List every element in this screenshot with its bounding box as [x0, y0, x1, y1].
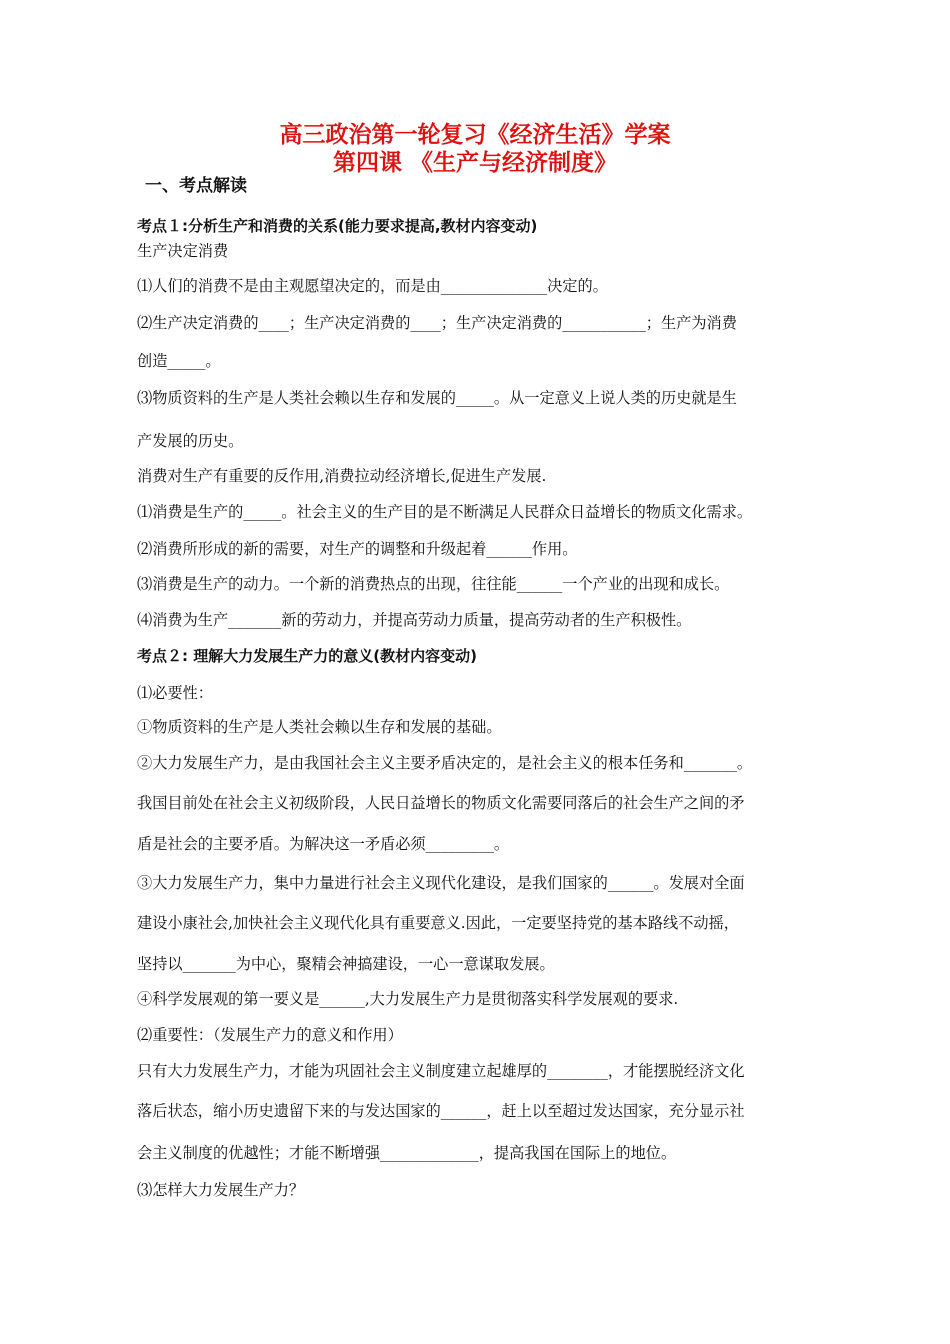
text-line: 会主义制度的优越性；才能不断增强_____________，提高我国在国际上的地位。: [137, 1144, 677, 1162]
text-line: 消费对生产有重要的反作用,消费拉动经济增长,促进生产发展.: [137, 467, 547, 485]
text-line: ③大力发展生产力，集中力量进行社会主义现代化建设，是我们国家的______。发展对全面: [137, 874, 745, 892]
topic-heading-1: 考点１:分析生产和消费的关系(能力要求提高,教材内容变动): [137, 217, 538, 235]
text-line: ⑴必要性：: [137, 684, 213, 702]
text-line: ④科学发展观的第一要义是______,大力发展生产力是贯彻落实科学发展观的要求.: [137, 990, 679, 1008]
text-line: 只有大力发展生产力，才能为巩固社会主义制度建立起雄厚的________，才能摆脱经济文化: [137, 1062, 745, 1080]
text-line: ⑶物质资料的生产是人类社会赖以生存和发展的_____。从一定意义上说人类的历史就是生: [137, 389, 737, 407]
text-line: 建设小康社会,加快社会主义现代化具有重要意义.因此，一定要坚持党的基本路线不动摇，: [137, 914, 739, 932]
text-line: ⑵重要性：（发展生产力的意义和作用）: [137, 1026, 403, 1044]
text-line: 落后状态，缩小历史遗留下来的与发达国家的______，赶上以至超过发达国家，充分显示社: [137, 1102, 745, 1120]
text-line: ⑵生产决定消费的____；生产决定消费的____；生产决定消费的___________；生产为消费: [137, 314, 737, 332]
text-line: 生产决定消费: [137, 242, 229, 260]
text-line: ⑴人们的消费不是由主观愿望决定的，而是由______________决定的。: [137, 277, 608, 295]
text-line: 坚持以_______为中心，聚精会神搞建设，一心一意谋取发展。: [137, 955, 555, 973]
text-line: 创造_____。: [137, 352, 221, 370]
text-line: ⑷消费为生产_______新的劳动力，并提高劳动力质量，提高劳动者的生产积极性。: [137, 611, 692, 629]
text-line: 产发展的历史。: [137, 432, 244, 450]
text-line: 我国目前处在社会主义初级阶段，人民日益增长的物质文化需要同落后的社会生产之间的矛: [137, 794, 745, 812]
page-title-line2: 第四课 《生产与经济制度》: [332, 149, 617, 176]
section-heading: 一、考点解读: [145, 176, 247, 196]
page-title-line1: 高三政治第一轮复习《经济生活》学案: [279, 121, 671, 148]
text-line: ②大力发展生产力，是由我国社会主义主要矛盾决定的，是社会主义的根本任务和_______。: [137, 754, 753, 772]
text-line: ⑶消费是生产的动力。一个新的消费热点的出现，往往能______一个产业的出现和成长。: [137, 575, 730, 593]
text-line: ⑵消费所形成的新的需要，对生产的调整和升级起着______作用。: [137, 540, 578, 558]
text-line: ①物质资料的生产是人类社会赖以生存和发展的基础。: [137, 718, 502, 736]
topic-heading-2: 考点２: 理解大力发展生产力的意义(教材内容变动): [137, 647, 477, 665]
text-line: 盾是社会的主要矛盾。为解决这一矛盾必须_________。: [137, 835, 510, 853]
text-line: ⑶怎样大力发展生产力？: [137, 1181, 305, 1199]
text-line: ⑴消费是生产的_____。社会主义的生产目的是不断满足人民群众日益增长的物质文化需求。: [137, 503, 753, 521]
